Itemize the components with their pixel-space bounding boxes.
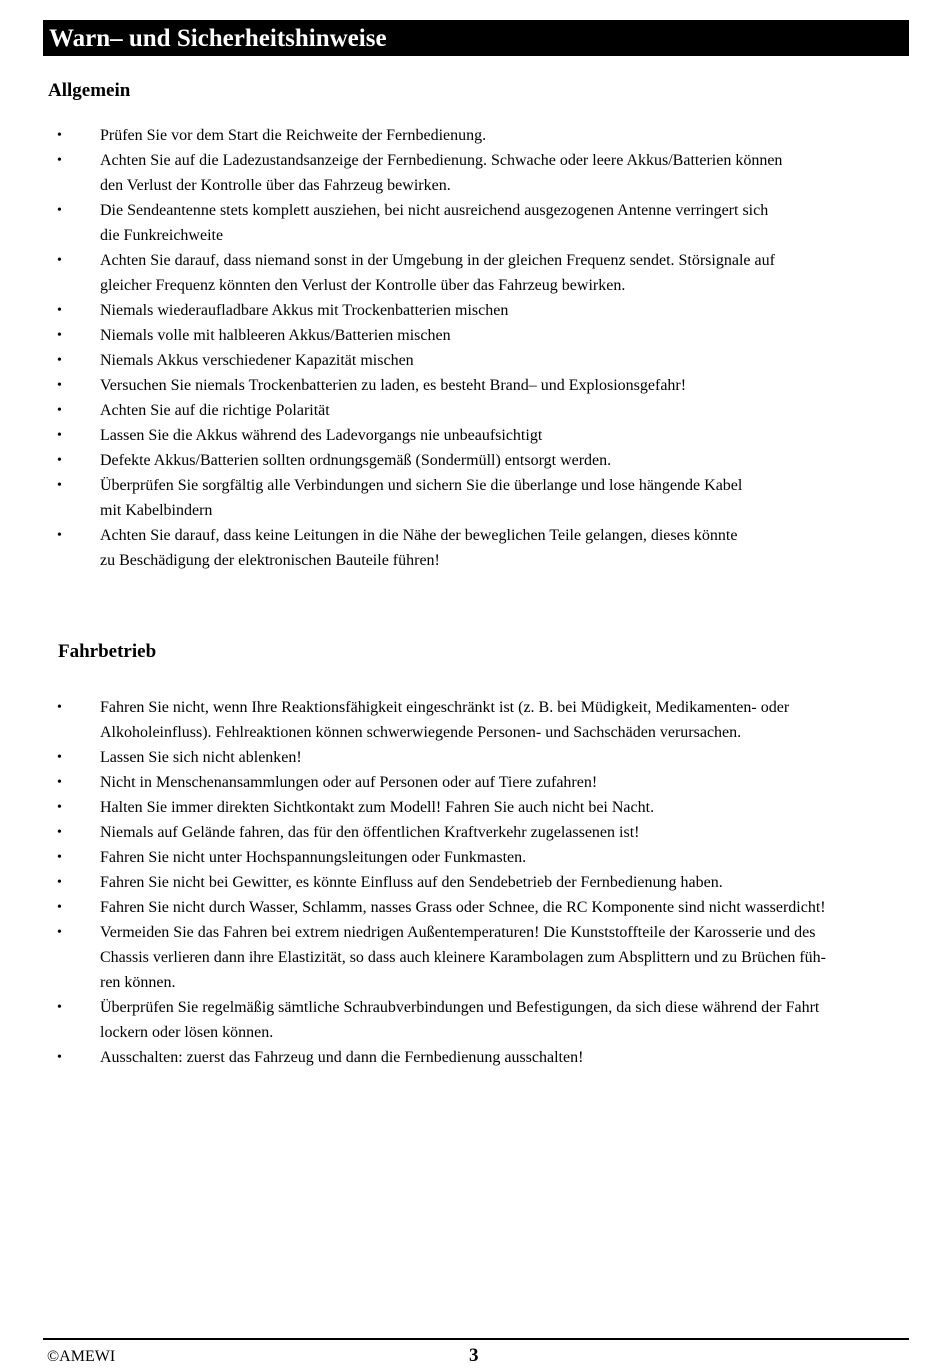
bullet-icon: •: [57, 153, 62, 168]
list-item-line: Fahren Sie nicht, wenn Ihre Reaktionsfähigkeit eingeschränkt ist (z. B. bei Müdigkeit, Medikamenten- oder: [100, 699, 790, 716]
list-item-line: Defekte Akkus/Batterien sollten ordnungsgemäß (Sondermüll) entsorgt werden.: [100, 452, 612, 469]
list-item: [0, 523, 950, 573]
list-item-text: [100, 870, 875, 895]
list-item-line: zu Beschädigung der elektronischen Bauteile führen!: [100, 552, 440, 569]
bullet-icon: •: [57, 800, 62, 815]
list-item: [0, 770, 950, 795]
list-item-text: [100, 795, 875, 820]
list-item-line: Versuchen Sie niemals Trockenbatterien zu laden, es besteht Brand– und Explosionsgefahr!: [100, 377, 687, 394]
list-item-line: Fahren Sie nicht bei Gewitter, es könnte Einfluss auf den Sendebetrieb der Fernbedienung haben.: [100, 874, 723, 891]
list-item-text: [100, 895, 875, 920]
list-item-text: [100, 770, 875, 795]
list-item-text: [100, 695, 875, 745]
list-item-text: [100, 248, 875, 298]
bullet-icon: •: [57, 925, 62, 940]
bullet-icon: •: [57, 328, 62, 343]
list-item-line: die Funkreichweite: [100, 227, 224, 244]
list-item-text: [100, 448, 875, 473]
list-item: [0, 448, 950, 473]
list-item-line: Ausschalten: zuerst das Fahrzeug und dann die Fernbedienung ausschalten!: [100, 1049, 584, 1066]
list-item-line: Überprüfen Sie sorgfältig alle Verbindungen und sichern Sie die überlange und lose hängende Kabel: [100, 477, 743, 494]
bullet-icon: •: [57, 203, 62, 218]
list-item: [0, 123, 950, 148]
list-item: [0, 348, 950, 373]
list-item-line: Halten Sie immer direkten Sichtkontakt zum Modell! Fahren Sie auch nicht bei Nacht.: [100, 799, 655, 816]
footer-divider: [43, 1338, 909, 1340]
bullet-icon: •: [57, 750, 62, 765]
list-item-line: Fahren Sie nicht unter Hochspannungsleitungen oder Funkmasten.: [100, 849, 527, 866]
bullet-icon: •: [57, 850, 62, 865]
list-item: [0, 323, 950, 348]
list-item-line: Niemals wiederaufladbare Akkus mit Trockenbatterien mischen: [100, 302, 509, 319]
list-item: [0, 298, 950, 323]
section-heading-fahrbetrieb: Fahrbetrieb: [58, 641, 157, 662]
list-item-line: Achten Sie auf die richtige Polarität: [100, 402, 330, 419]
page-number: 3: [469, 1345, 479, 1366]
bullet-icon: •: [57, 1000, 62, 1015]
list-item: [0, 1045, 950, 1070]
list-item: [0, 845, 950, 870]
bullet-icon: •: [57, 1050, 62, 1065]
bullet-icon: •: [57, 775, 62, 790]
bullet-icon: •: [57, 700, 62, 715]
list-item-line: Die Sendeantenne stets komplett ausziehen, bei nicht ausreichend ausgezogenen Antenne verringert sich: [100, 202, 769, 219]
bullet-list-allgemein: [0, 123, 950, 573]
bullet-icon: •: [57, 825, 62, 840]
bullet-icon: •: [57, 253, 62, 268]
list-item-line: Niemals Akkus verschiedener Kapazität mischen: [100, 352, 414, 369]
list-item-text: [100, 348, 875, 373]
list-item: [0, 695, 950, 745]
list-item-text: [100, 995, 875, 1045]
list-item-line: gleicher Frequenz könnten den Verlust der Kontrolle über das Fahrzeug bewirken.: [100, 277, 626, 294]
list-item: [0, 473, 950, 523]
list-item-text: [100, 323, 875, 348]
list-item-line: Niemals auf Gelände fahren, das für den öffentlichen Kraftverkehr zugelassenen ist!: [100, 824, 640, 841]
list-item-text: [100, 398, 875, 423]
bullet-icon: •: [57, 453, 62, 468]
list-item: [0, 820, 950, 845]
list-item-text: [100, 373, 875, 398]
bullet-icon: •: [57, 428, 62, 443]
list-item-text: [100, 920, 875, 995]
list-item: [0, 795, 950, 820]
list-item-text: [100, 745, 875, 770]
bullet-icon: •: [57, 900, 62, 915]
list-item-text: [100, 298, 875, 323]
list-item-line: den Verlust der Kontrolle über das Fahrzeug bewirken.: [100, 177, 451, 194]
section-heading-allgemein: Allgemein: [48, 80, 131, 101]
list-item: [0, 198, 950, 248]
page-title: Warn– und Sicherheitshinweise: [43, 20, 909, 56]
list-item-line: ren können.: [100, 974, 176, 991]
bullet-icon: •: [57, 403, 62, 418]
list-item: [0, 373, 950, 398]
list-item-line: mit Kabelbindern: [100, 502, 213, 519]
list-item-text: [100, 148, 875, 198]
list-item-line: Chassis verlieren dann ihre Elastizität, so dass auch kleinere Karambolagen zum Absplittern und zu Brüchen füh-: [100, 949, 827, 966]
bullet-list-fahrbetrieb: [0, 695, 950, 1070]
list-item: [0, 423, 950, 448]
list-item: [0, 398, 950, 423]
list-item-text: [100, 423, 875, 448]
bullet-icon: •: [57, 528, 62, 543]
bullet-icon: •: [57, 128, 62, 143]
list-item-text: [100, 820, 875, 845]
list-item-text: [100, 845, 875, 870]
list-item: [0, 148, 950, 198]
list-item: [0, 870, 950, 895]
list-item: [0, 248, 950, 298]
bullet-icon: •: [57, 303, 62, 318]
list-item-line: lockern oder lösen können.: [100, 1024, 274, 1041]
list-item-line: Achten Sie darauf, dass keine Leitungen in die Nähe der beweglichen Teile gelangen, dieses könnte: [100, 527, 738, 544]
list-item-line: Vermeiden Sie das Fahren bei extrem niedrigen Außentemperaturen! Die Kunststoffteile der Karosserie und des: [100, 924, 816, 941]
list-item-line: Prüfen Sie vor dem Start die Reichweite der Fernbedienung.: [100, 127, 487, 144]
list-item-text: [100, 123, 875, 148]
footer-copyright: ©AMEWI: [47, 1348, 116, 1365]
list-item-text: [100, 523, 875, 573]
list-item-line: Alkoholeinfluss). Fehlreaktionen können schwerwiegende Personen- und Sachschäden verursachen.: [100, 724, 742, 741]
list-item-line: Nicht in Menschenansammlungen oder auf Personen oder auf Tiere zufahren!: [100, 774, 598, 791]
list-item: [0, 995, 950, 1045]
bullet-icon: •: [57, 478, 62, 493]
list-item-line: Niemals volle mit halbleeren Akkus/Batterien mischen: [100, 327, 451, 344]
list-item: [0, 745, 950, 770]
list-item-line: Achten Sie darauf, dass niemand sonst in der Umgebung in der gleichen Frequenz sendet. Störsignale auf: [100, 252, 775, 269]
list-item-line: Fahren Sie nicht durch Wasser, Schlamm, nasses Grass oder Schnee, die RC Komponente sind nicht wasserdicht!: [100, 899, 826, 916]
bullet-icon: •: [57, 378, 62, 393]
list-item: [0, 920, 950, 995]
list-item-line: Überprüfen Sie regelmäßig sämtliche Schraubverbindungen und Befestigungen, da sich diese während der Fahrt: [100, 999, 820, 1016]
bullet-icon: •: [57, 875, 62, 890]
list-item-line: Lassen Sie die Akkus während des Ladevorgangs nie unbeaufsichtigt: [100, 427, 543, 444]
list-item: [0, 895, 950, 920]
bullet-icon: •: [57, 353, 62, 368]
list-item-text: [100, 198, 875, 248]
list-item-text: [100, 1045, 875, 1070]
list-item-line: Achten Sie auf die Ladezustandsanzeige der Fernbedienung. Schwache oder leere Akkus/Batterien können: [100, 152, 783, 169]
list-item-line: Lassen Sie sich nicht ablenken!: [100, 749, 302, 766]
list-item-text: [100, 473, 875, 523]
